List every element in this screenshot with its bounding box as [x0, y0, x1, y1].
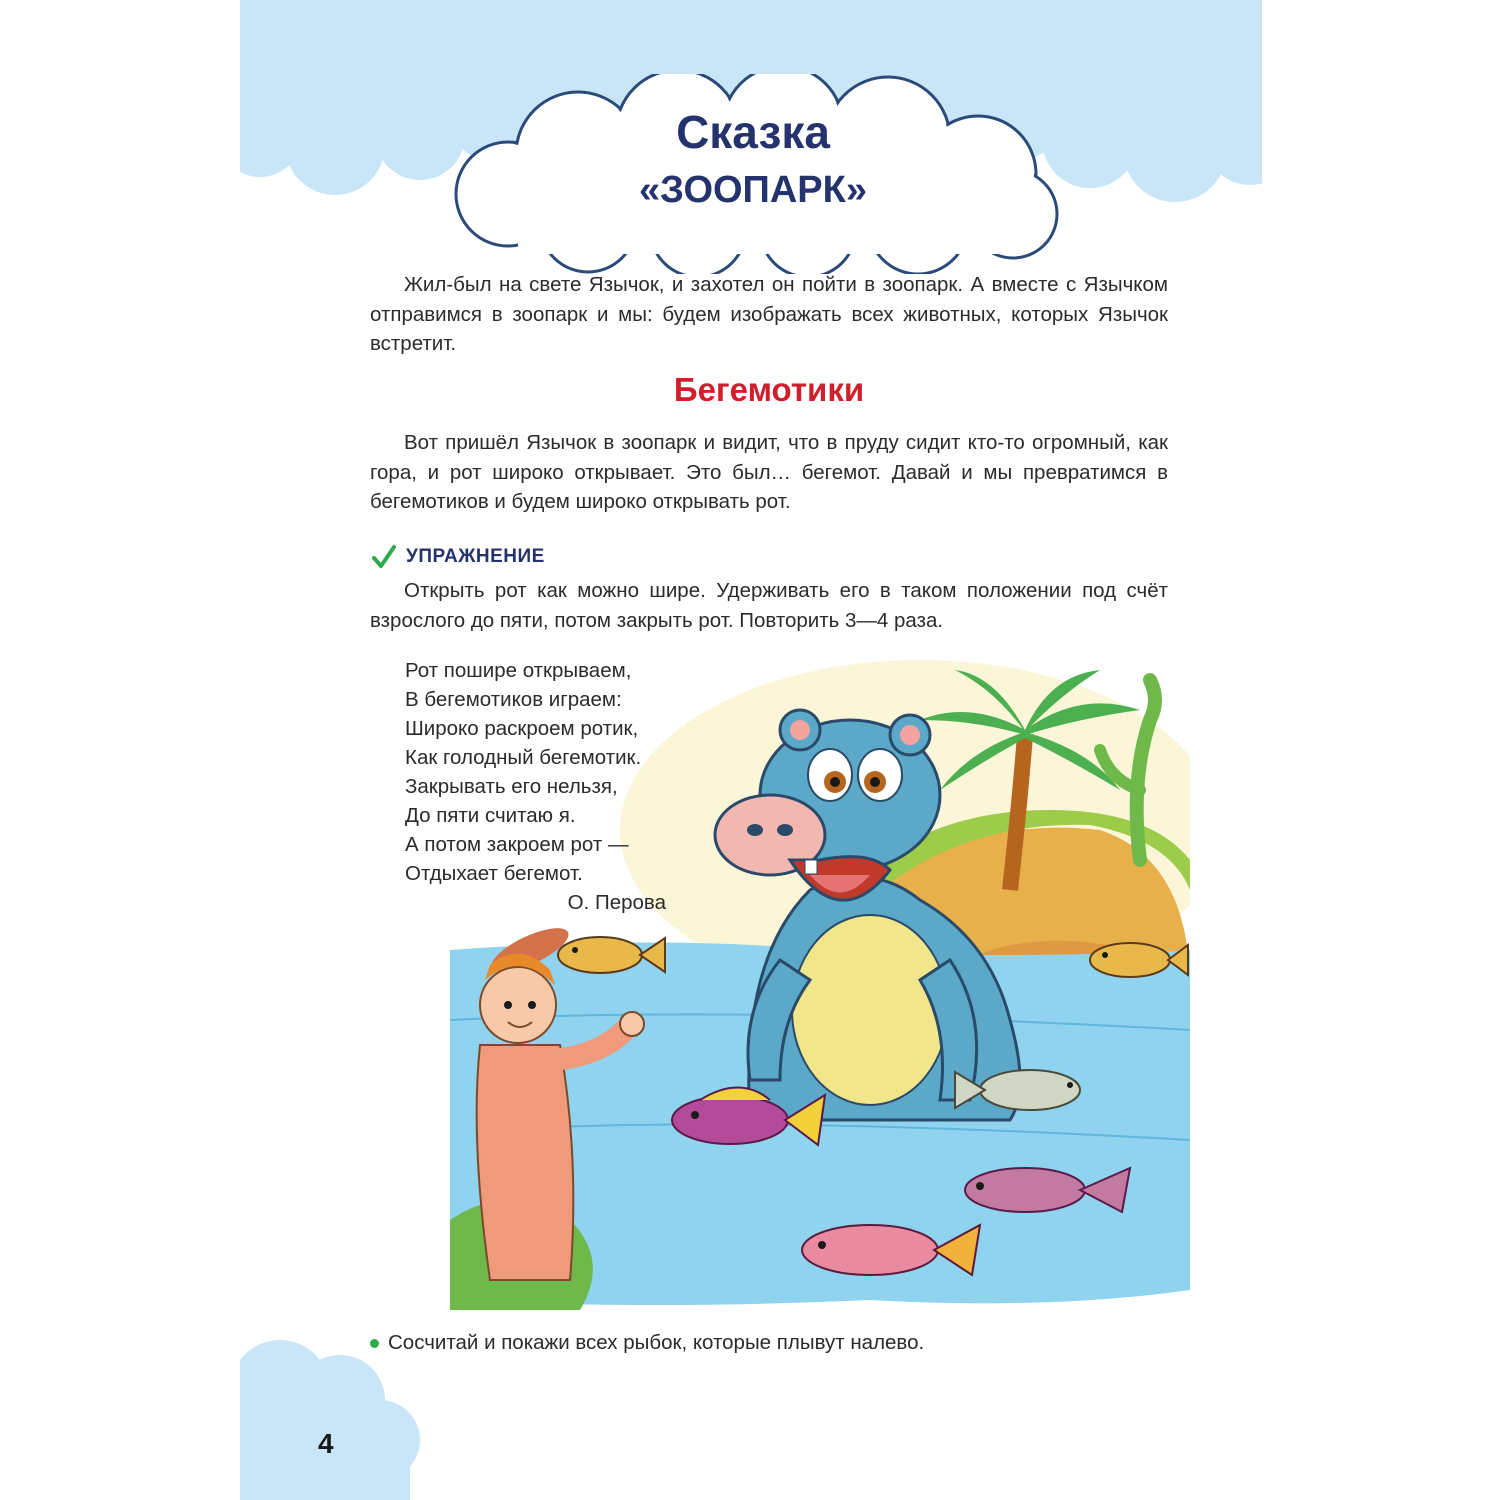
page-number: 4 [318, 1428, 334, 1459]
poem-line: Отдыхает бегемот. [405, 862, 583, 885]
intro-text: Жил-был на свете Язычок, и захотел он пойти в зоопарк. А вместе с Язычком отправимся в зоопарк и мы: будем изображать всех животных, которых Язычок встретит. [370, 273, 1168, 355]
exercise-heading [372, 542, 545, 572]
page-title [438, 104, 1068, 214]
question [370, 1328, 924, 1358]
poem-author: О. Перова [567, 891, 666, 914]
book-page [240, 0, 1262, 1500]
section-text: Вот пришёл Язычок в зоопарк и видит, что в пруду сидит кто-то огромный, как гора, и рот широко открывает. Это был… бегемот. Давай и мы превратимся в бегемотиков и будем широко открывать рот. [370, 431, 1168, 513]
poem-line: Как голодный бегемотик. [405, 746, 642, 769]
poem-line: До пяти считаю я. [405, 804, 576, 827]
checkmark-icon [372, 544, 396, 570]
section-paragraph [370, 428, 1168, 517]
exercise-paragraph [370, 576, 1168, 635]
poem-line: А потом закроем рот — [405, 833, 629, 856]
title-line-2: «ЗООПАРК» [639, 169, 867, 211]
exercise-text: Открыть рот как можно шире. Удерживать его в таком положении под счёт взрослого до пяти, потом закрыть рот. Повторить 3—4 раза. [370, 579, 1168, 632]
poem-line: Рот пошире открываем, [405, 659, 632, 682]
title-line-1: Сказка [676, 106, 830, 158]
intro-paragraph [370, 270, 1168, 359]
poem-line: Закрывать его нельзя, [405, 775, 618, 798]
poem [405, 656, 671, 888]
poem-line: Широко раскроем ротик, [405, 717, 639, 740]
section-title: Бегемотики [673, 371, 865, 408]
bottom-cloud [240, 1330, 420, 1500]
poem-line: В бегемотиков играем: [405, 688, 622, 711]
question-text: Сосчитай и покажи всех рыбок, которые плывут налево. [388, 1331, 925, 1354]
exercise-label: УПРАЖНЕНИЕ [406, 546, 545, 567]
